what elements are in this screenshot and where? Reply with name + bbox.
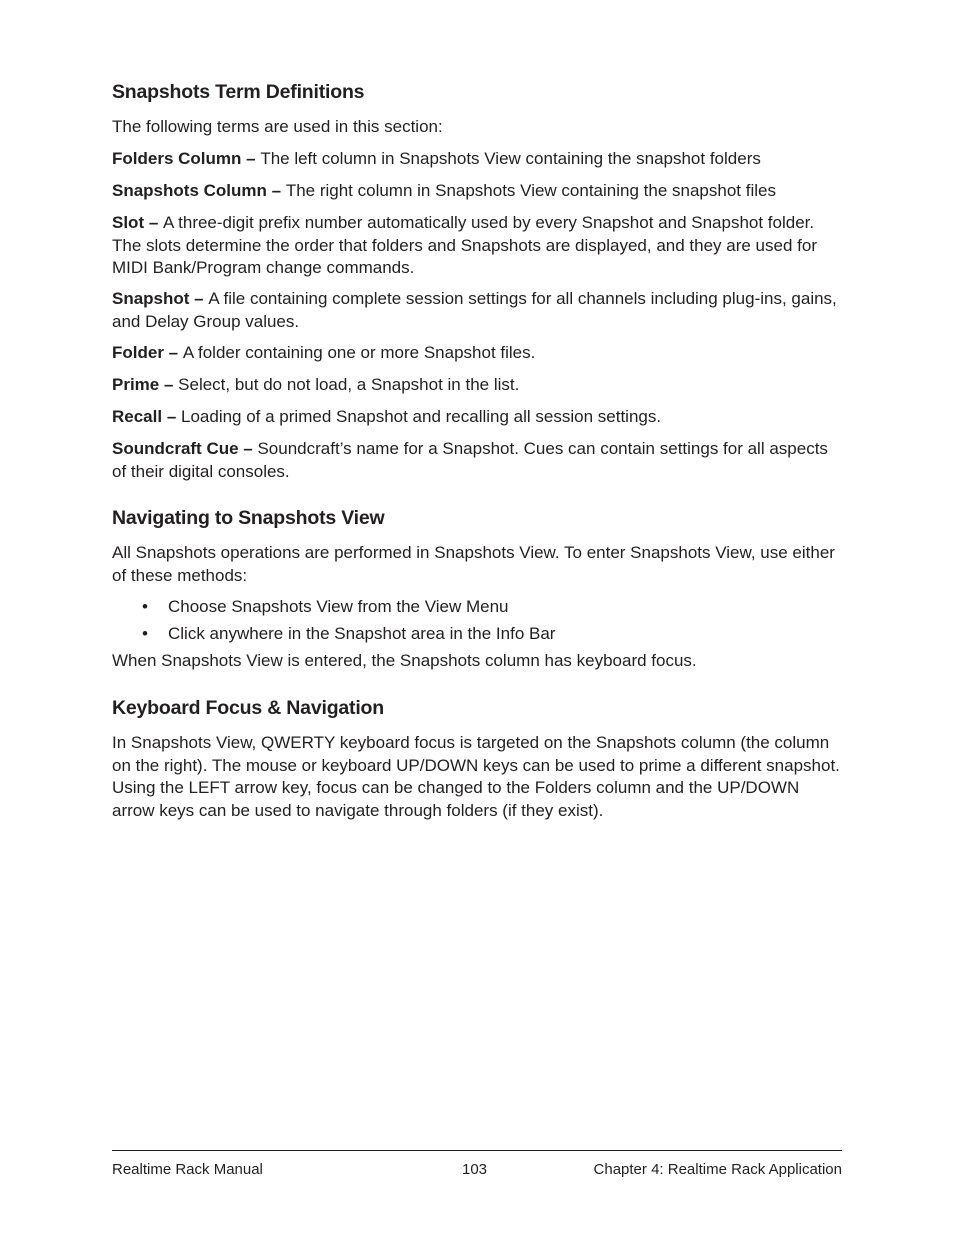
definition-term: Folders Column – [112, 149, 261, 168]
definition-text: A file containing complete session settings for all channels including plug-ins, gains, and Delay Group values. [112, 289, 837, 331]
definition-recall [112, 406, 842, 429]
section-heading-term-definitions: Snapshots Term Definitions [112, 81, 365, 103]
term-definitions-intro: The following terms are used in this section: [112, 117, 443, 136]
footer-chapter: Chapter 4: Realtime Rack Application [593, 1161, 842, 1178]
list-item: Choose Snapshots View from the View Menu [168, 597, 509, 616]
definition-snapshots-column [112, 180, 842, 203]
definition-folder [112, 342, 842, 365]
definition-text: A folder containing one or more Snapshot files. [182, 343, 536, 362]
definition-text: The right column in Snapshots View containing the snapshot files [285, 181, 776, 200]
definition-snapshot [112, 288, 842, 333]
footer-page-number: 103 [462, 1161, 488, 1178]
definition-term: Soundcraft Cue – [112, 439, 258, 458]
list-item: Click anywhere in the Snapshot area in the Info Bar [168, 624, 556, 643]
footer-rule [112, 1150, 842, 1151]
keyboard-focus-body: In Snapshots View, QWERTY keyboard focus is targeted on the Snapshots column (the column on the right). The mouse or keyboard UP/DOWN keys can be used to prime a different snapshot. Using the LEFT arrow key, focus can be changed to the Folders column and the UP/DOWN arrow keys can be used to navigate through folders (if they exist). [112, 733, 840, 820]
definition-term: Snapshot – [112, 289, 209, 308]
definition-text: Select, but do not load, a Snapshot in the list. [178, 375, 520, 394]
definition-text: A three-digit prefix number automatically used by every Snapshot and Snapshot folder. The slots determine the order that folders and Snapshots are displayed, and they are used for MIDI Bank/Program change commands. [112, 213, 817, 277]
section-heading-navigating: Navigating to Snapshots View [112, 507, 385, 529]
bullet-glyph: • [142, 624, 148, 643]
navigating-intro: All Snapshots operations are performed in Snapshots View. To enter Snapshots View, use either of these methods: [112, 543, 835, 585]
definition-term: Recall – [112, 407, 181, 426]
definition-term: Slot – [112, 213, 164, 232]
definition-folders-column [112, 148, 842, 171]
bullet-glyph: • [142, 597, 148, 616]
navigating-outro: When Snapshots View is entered, the Snapshots column has keyboard focus. [112, 651, 697, 670]
definition-term: Prime – [112, 375, 179, 394]
definition-text: The left column in Snapshots View containing the snapshot folders [260, 149, 761, 168]
section-heading-keyboard-focus: Keyboard Focus & Navigation [112, 697, 384, 719]
definition-text: Soundcraft’s name for a Snapshot. Cues can contain settings for all aspects of their digital consoles. [112, 439, 828, 481]
footer-manual-title: Realtime Rack Manual [112, 1161, 263, 1178]
definition-term: Snapshots Column – [112, 181, 286, 200]
definition-text: Loading of a primed Snapshot and recalling all session settings. [181, 407, 662, 426]
definition-slot [112, 212, 842, 280]
definition-term: Folder – [112, 343, 183, 362]
definition-prime [112, 374, 842, 397]
definition-soundcraft-cue [112, 438, 842, 483]
